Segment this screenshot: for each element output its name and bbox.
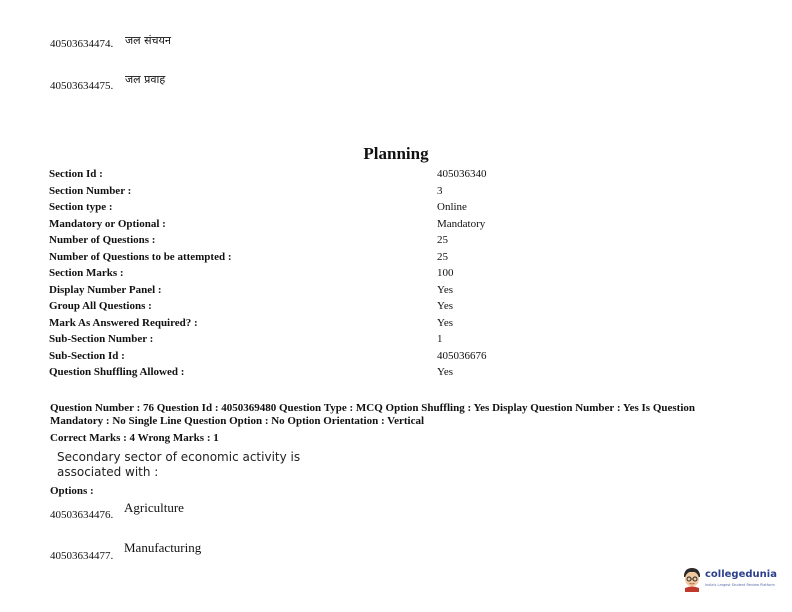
info-row bbox=[49, 265, 609, 281]
option-id: 40503634477. bbox=[50, 550, 114, 562]
info-value: 1 bbox=[437, 333, 443, 345]
options-label: Options : bbox=[50, 485, 94, 497]
info-value: Yes bbox=[437, 283, 454, 296]
logo-name: collegedunia bbox=[705, 569, 777, 580]
question-meta: Question Number : 76 Question Id : 4050369480 Question Type : MCQ Option Shuffling : Yes Display Question Number : Yes Is Question Mandatory : No Single Line Question Option : No Option Orientation : Vertical bbox=[50, 402, 695, 427]
section-title: Planning bbox=[363, 144, 429, 163]
info-row bbox=[49, 216, 609, 232]
info-label: Number of Questions : bbox=[49, 234, 156, 246]
info-row bbox=[49, 166, 609, 182]
info-value: 100 bbox=[437, 267, 454, 279]
question-marks: Correct Marks : 4 Wrong Marks : 1 bbox=[50, 432, 219, 444]
info-label: Section Marks : bbox=[49, 267, 124, 279]
info-row bbox=[49, 315, 609, 331]
option-id: 40503634475. bbox=[50, 80, 114, 92]
info-value: 25 bbox=[437, 234, 448, 246]
collegedunia-logo bbox=[681, 566, 781, 596]
option-text: Manufacturing bbox=[124, 540, 202, 555]
info-row bbox=[49, 348, 609, 364]
info-value: 405036340 bbox=[437, 168, 487, 180]
info-value: Online bbox=[437, 201, 467, 213]
info-label: Section Number : bbox=[49, 184, 132, 197]
info-row bbox=[49, 249, 609, 265]
info-row bbox=[49, 183, 609, 199]
info-label: Number of Questions to be attempted : bbox=[49, 250, 232, 263]
info-value: Yes bbox=[437, 366, 454, 378]
question-text: Secondary sector of economic activity is associated with : bbox=[57, 450, 301, 479]
info-row bbox=[49, 364, 609, 380]
info-value: 25 bbox=[437, 250, 448, 263]
info-value: Yes bbox=[437, 316, 454, 329]
option-id: 40503634476. bbox=[50, 509, 114, 521]
info-row bbox=[49, 282, 609, 298]
info-value: 3 bbox=[437, 184, 443, 197]
option-id: 40503634474. bbox=[50, 38, 114, 50]
info-value: 405036676 bbox=[437, 349, 487, 362]
info-row bbox=[49, 298, 609, 314]
info-value: Yes bbox=[437, 300, 454, 312]
info-label: Sub-Section Id : bbox=[49, 349, 125, 362]
option-text: जल संचयन bbox=[125, 34, 172, 47]
info-label: Mandatory or Optional : bbox=[49, 217, 166, 230]
info-label: Group All Questions : bbox=[49, 300, 152, 312]
mascot-icon bbox=[681, 566, 703, 592]
info-label: Section type : bbox=[49, 201, 113, 213]
info-row bbox=[49, 232, 609, 248]
info-row bbox=[49, 199, 609, 215]
info-label: Display Number Panel : bbox=[49, 283, 162, 296]
option-text: जल प्रवाह bbox=[125, 73, 166, 86]
info-label: Section Id : bbox=[49, 168, 103, 180]
info-label: Mark As Answered Required? : bbox=[49, 316, 198, 329]
option-text: Agriculture bbox=[124, 500, 184, 515]
info-value: Mandatory bbox=[437, 217, 486, 230]
logo-tagline: India's Largest Student Review Platform bbox=[705, 583, 775, 587]
info-row bbox=[49, 331, 609, 347]
info-label: Sub-Section Number : bbox=[49, 333, 154, 345]
info-label: Question Shuffling Allowed : bbox=[49, 366, 185, 378]
